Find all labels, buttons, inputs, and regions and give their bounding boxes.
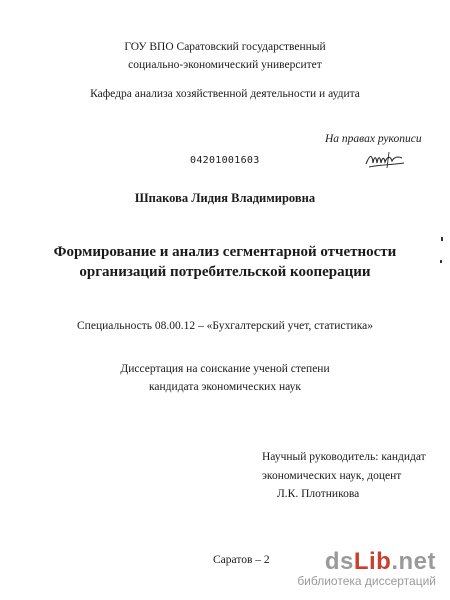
supervisor-line-2: экономических наук, доцент — [262, 470, 402, 482]
handwritten-signature — [364, 148, 408, 172]
logo-part-lib: Lib — [353, 548, 392, 575]
degree-line-2: кандидата экономических наук — [149, 381, 301, 393]
scan-speck — [440, 260, 442, 263]
registration-number: 04201001603 — [190, 155, 260, 166]
scan-speck — [441, 237, 443, 241]
watermark-subtitle: библиотека диссертаций — [297, 574, 436, 588]
author-name: Шпакова Лидия Владимировна — [134, 191, 316, 205]
city-year: Саратов – 2 — [213, 554, 270, 566]
logo-part-net: .net — [391, 548, 436, 575]
manuscript-rights-label: На правах рукописи — [325, 133, 422, 145]
dissertation-title-line-2: организаций потребительской кооперации — [79, 264, 371, 280]
dissertation-title-line-1: Формирование и анализ сегментарной отчетности — [53, 244, 397, 260]
dslib-watermark — [268, 548, 444, 594]
supervisor-line-1: Научный руководитель: кандидат — [262, 451, 426, 463]
specialty-line: Специальность 08.00.12 – «Бухгалтерский учет, статистика» — [77, 320, 373, 332]
university-name-line-1: ГОУ ВПО Саратовский государственный — [124, 41, 326, 53]
degree-line-1: Диссертация на соискание ученой степени — [120, 363, 330, 375]
dslib-logo — [325, 548, 436, 576]
logo-part-ds: ds — [324, 548, 354, 575]
department-name: Кафедра анализа хозяйственной деятельности и аудита — [90, 88, 360, 100]
supervisor-name: Л.К. Плотникова — [277, 488, 360, 500]
university-name-line-2: социально-экономический университет — [128, 59, 322, 71]
